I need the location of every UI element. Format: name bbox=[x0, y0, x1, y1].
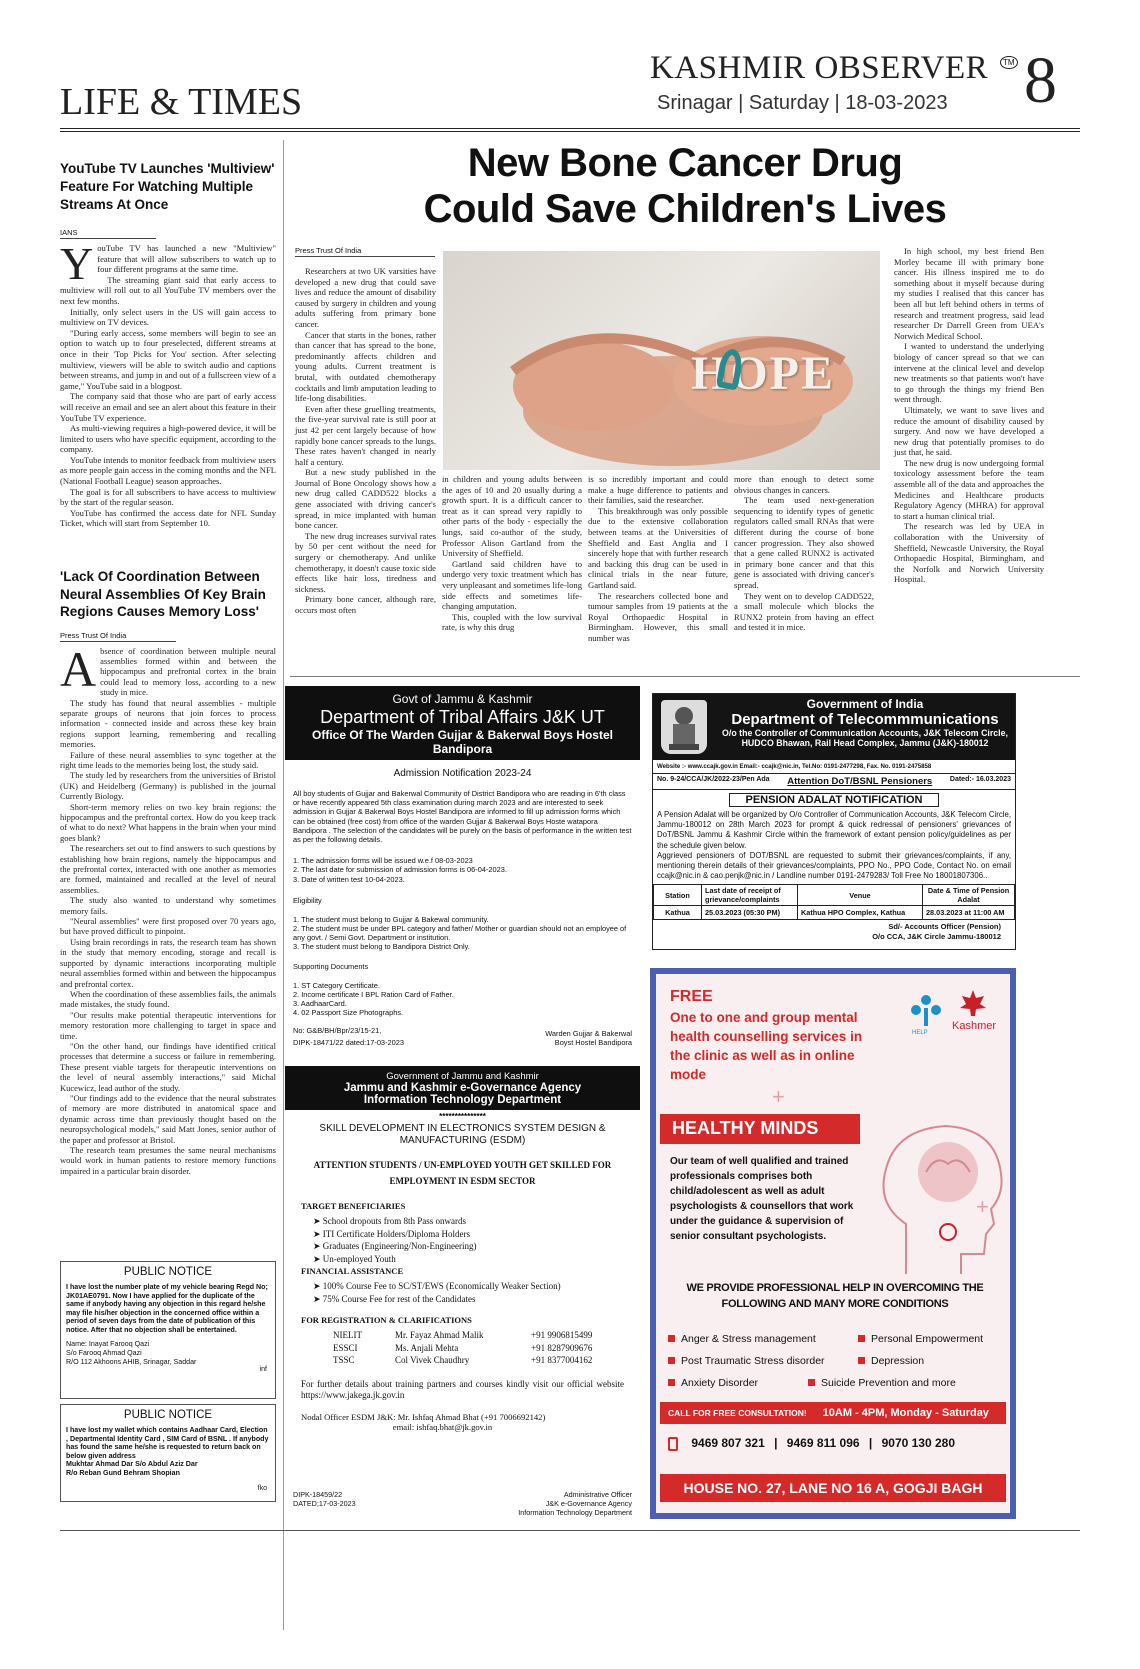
healthy-minds-ad bbox=[650, 968, 1016, 1519]
public-notice bbox=[60, 1404, 276, 1502]
dipk-line: DATED;17-03-2023 bbox=[293, 1499, 356, 1508]
help-logo-text: HELP bbox=[912, 1030, 928, 1036]
bullet-icon bbox=[668, 1379, 675, 1386]
dot-table bbox=[653, 884, 1015, 920]
ad-govt: Govt of Jammu & Kashmir bbox=[392, 692, 533, 706]
phone-icon bbox=[668, 1437, 678, 1451]
ad-doc-line: 3. AadhaarCard. bbox=[293, 999, 347, 1009]
article-headline: 'Lack Of Coordination Between Neural Assemblies Of Key Brain Regions Causes Memory Loss' bbox=[60, 569, 266, 619]
paragraph: The study has found that neural assemblies - multiple separate groups of neurons that join forces to process information - connected inside and across these key brain regions support learning, remembering and recalling memories. bbox=[60, 697, 276, 750]
item-text: Graduates (Engineering/Non-Engineering) bbox=[322, 1241, 477, 1251]
contact-org: NIELIT bbox=[333, 1330, 362, 1340]
table-cell: Kathua bbox=[654, 906, 702, 920]
table-cell: Kathua HPO Complex, Kathua bbox=[798, 906, 923, 920]
esdm-reg-title: FOR REGISTRATION & CLARIFICATIONS bbox=[301, 1315, 472, 1325]
paragraph: When the coordination of these assemblies fails, the animals made mistakes, the study found. bbox=[60, 988, 276, 1010]
masthead: KASHMIR OBSERVER bbox=[650, 50, 989, 86]
ad-docs-title: Supporting Documents bbox=[293, 961, 369, 971]
dateline: Srinagar | Saturday | 18-03-2023 bbox=[657, 92, 948, 114]
article-column bbox=[442, 474, 582, 633]
notice-name: Mukhtar Ahmad Dar S/o Abdul Aziz Dar bbox=[66, 1460, 198, 1469]
dot-ref-row bbox=[653, 774, 1015, 790]
paragraph: I wanted to understand the underlying biology of cancer spread so that we can intervene at the clinical level and develop new treatments so that patients won't have to go through the things my friend Ben went through. bbox=[894, 341, 1044, 405]
header-rule-2 bbox=[60, 131, 1080, 132]
arrow-icon: ➤ bbox=[313, 1216, 323, 1226]
paragraph: In high school, my best friend Ben Morley became ill with primary bone cancer. His illness inspired me to do something about it myself because during my studies I realised that this cancer has been all but left behind others in terms of research and treatment progress, said lead researcher Dr Darrell Green from UEA's Norwich Medical School. bbox=[894, 246, 1044, 341]
dot-title: PENSION ADALAT NOTIFICATION bbox=[729, 793, 939, 807]
dot-dated: Dated:- 16.03.2023 bbox=[949, 776, 1011, 783]
phone-divider: | bbox=[868, 1436, 873, 1450]
dot-ad bbox=[652, 693, 1016, 950]
dot-office: O/o the Controller of Communication Accounts, J&K Telecom Circle, bbox=[722, 728, 1008, 738]
paragraph: The new drug increases survival rates by 50 per cent without the need for surgery or chemotherapy. And unlike chemotherapy, it doesn't cause toxic side effects like hair loss, tiredness and sickness. bbox=[295, 530, 436, 594]
arrow-icon: ➤ bbox=[313, 1293, 323, 1304]
condition-text: Depression bbox=[871, 1355, 925, 1367]
sign-line: J&K e-Governance Agency bbox=[545, 1499, 632, 1508]
arrow-icon: ➤ bbox=[313, 1281, 323, 1291]
paragraph: The streaming giant said that early access to multiview will roll out to all YouTube TV members over the next few months. bbox=[60, 274, 276, 306]
notice-body: I have lost the number plate of my vehicle bearing Regd No; JK01AE0791. Now I have applied for the duplicate of the same if anybody having any objection in this regard he/she may file his/her objection in the concerned office within a period of seven days from the date of publication of this notice. After that no objection shall be entertained. bbox=[66, 1283, 268, 1334]
paragraph: Gartland said children have to undergo very toxic treatment which has very unpleasant and sometimes life-long side effects and sometimes life-changing amputation. bbox=[442, 558, 582, 612]
paragraph: YouTube has confirmed the access date for NFL Sunday Ticket, which will start from September 10. bbox=[60, 507, 276, 529]
contact-org: ESSCI bbox=[333, 1342, 358, 1353]
header-rule bbox=[60, 128, 1080, 129]
esdm-skill: SKILL DEVELOPMENT IN ELECTRONICS SYSTEM DESIGN & MANUFACTURING (ESDM) bbox=[319, 1123, 606, 1146]
paragraph: But a new study published in the Journal of Bone Oncology shows how a new drug called CADD522 blocks a gene associated with driving cancer's spread, in mice implanted with human bone cancer. bbox=[295, 467, 436, 531]
section-title: LIFE & TIMES bbox=[60, 81, 303, 123]
paragraph: "Our findings add to the evidence that the neural substrates of memory are more distributed in anatomical space and dynamic across time than previously thought based on the neuropsychological models," said Matt Jones, senior author of the paper and professor at Bristol. bbox=[60, 1092, 276, 1145]
item-text: ITI Certificate Holders/Diploma Holders bbox=[322, 1228, 471, 1239]
paragraph: Initially, only select users in the US will gain access to multiview on TV devices. bbox=[60, 306, 276, 328]
paragraph: is so incredibly important and could make a huge difference to patients and their families, said the researcher. bbox=[588, 474, 728, 506]
paragraph: Researchers at two UK varsities have developed a new drug that could save lives and reduce the amount of disability caused by surgery in children and young adults suffering from primary bone cancer. bbox=[295, 266, 436, 329]
ad-intro: All boy students of Gujjar and Bakerwal Community of District Bandipora who are reading in 6'th class or have recently appeared 5th class examination during march 2023 and are interested to seek admission in Gujjar & Bakerwal Boys Hostel Bandipora are informed to fill up admission forms which can be obtained (free cost) from office of the warden Gujjar & Bakerwal Boys Hoste watapora Bandipora . The selection of the candidates will be purely on the basis of performance in the written test as per the following details. bbox=[293, 789, 632, 845]
notice-tag: inf bbox=[259, 1366, 267, 1373]
notice-name: Name: Inayat Farooq Qazi bbox=[66, 1339, 150, 1348]
plus-icon: + bbox=[772, 1084, 785, 1109]
hope-text: HOPE bbox=[691, 347, 836, 400]
esdm-target-item bbox=[313, 1240, 640, 1253]
paragraph: "On the other hand, our findings have identified critical processes that determine a success or failure in remembering. These present viable targets for therapeutic interventions on the level of neural assembly interactions," said Michal Kucewicz, lead author of the study. bbox=[60, 1040, 276, 1093]
ad-elig-line: 2. The student must be under BPL category and father/ Mother or guardian should not an employee of any govt. / Semi Govt. Department or institution. bbox=[293, 924, 627, 943]
esdm-contacts bbox=[333, 1329, 592, 1367]
esdm-govt: Government of Jammu and Kashmir bbox=[386, 1071, 539, 1082]
notice-title: PUBLIC NOTICE bbox=[123, 1409, 213, 1421]
condition-item bbox=[668, 1328, 816, 1350]
paragraph: As multi-viewing requires a high-powered device, it will be limited to users who have specific equipment, according to the company. bbox=[60, 423, 276, 455]
ad-no: No: G&B/BH/Bpr/23/15-21, bbox=[293, 1026, 382, 1036]
condition-text: Personal Empowerment bbox=[871, 1333, 984, 1345]
paragraph: "Neural assemblies" were first proposed over 70 years ago, but have proved difficult to pinpoint. bbox=[60, 916, 276, 937]
article-column bbox=[734, 474, 874, 633]
contact-row bbox=[333, 1354, 592, 1367]
paragraph: The study also wanted to understand why sometimes memory fails. bbox=[60, 895, 276, 916]
dot-sign bbox=[653, 920, 1015, 941]
esdm-details: For further details about training partners and courses kindly visit our official website https://www.jakega.jk.gov.in bbox=[301, 1378, 624, 1400]
esdm-fin-item bbox=[313, 1293, 640, 1306]
bullet-icon bbox=[858, 1335, 865, 1342]
bullet-icon bbox=[668, 1335, 675, 1342]
esdm-dept: Jammu and Kashmir e-Governance Agency bbox=[343, 1082, 582, 1094]
phone-number: 9070 130 280 bbox=[881, 1436, 955, 1450]
paragraph: The research was led by UEA in collaboration with the University of Sheffield, Newcastle University, the Royal Orthopaedic Hospital, Birmingham, and the Norfolk and Norwich University Hospital. bbox=[894, 521, 1044, 585]
ad-sign bbox=[545, 1029, 632, 1047]
condition-item bbox=[858, 1328, 983, 1350]
table-cell: Last date of receipt of grievance/complaints bbox=[702, 885, 798, 906]
contact-phone: +91 9906815499 bbox=[531, 1330, 593, 1340]
ad-date-line: 2. The last date for submission of admission forms is 06-04-2023. bbox=[293, 865, 507, 875]
paragraph: Ultimately, we want to save lives and reduce the amount of disability caused by surgery. And now we have developed a new drug that potentially promises to do just that, he said. bbox=[894, 404, 1044, 458]
table-row bbox=[654, 906, 1015, 920]
paragraph: This breakthrough was only possible due to the extensive collaboration between teams at the Universities of Sheffield and East Anglia and I sincerely hope that with further research and backing this drug can be used in clinical trials in the near future, Gartland said. bbox=[588, 505, 728, 590]
article-byline: Press Trust Of India bbox=[295, 246, 435, 257]
page-number: 8 bbox=[1024, 44, 1057, 117]
ad-eligibility bbox=[285, 915, 640, 952]
article-body bbox=[60, 238, 276, 529]
table-cell: Station bbox=[654, 885, 702, 906]
notice-name: R/O 112 Akhoons AHIB, Srinagar, Saddar bbox=[66, 1357, 197, 1366]
esdm-target-item bbox=[313, 1253, 640, 1266]
footer-rule bbox=[60, 1530, 1080, 1531]
paragraph: YouTube intends to monitor feedback from multiview users as more people gain access in the coming months and the NFL (National Football League) season approaches. bbox=[60, 454, 276, 487]
paragraph: in children and young adults between the ages of 10 and 20 usually during a growth spurt. It is a difficult cancer to treat as it can spread very rapidly to other parts of the body - especially the lungs, said co-author of the study, Professor Alison Gartland from the University of Sheffield. bbox=[442, 474, 582, 559]
esdm-stars: *************** bbox=[439, 1112, 486, 1121]
dot-attention: Attention DoT/BSNL Pensioners bbox=[787, 776, 933, 787]
ad-dept: Department of Tribal Affairs J&K UT bbox=[320, 707, 605, 727]
headline-line-1: New Bone Cancer Drug bbox=[467, 141, 903, 185]
paragraph: Short-term memory relies on two key brain regions: the hippocampus and the prefrontal cortex. How do you keep track of what to do next? What happens in the brain when your mind goes blank? bbox=[60, 801, 276, 843]
paragraph: Primary bone cancer, although rare, occurs most often bbox=[295, 594, 436, 615]
article-column bbox=[588, 474, 728, 644]
esdm-fin-item bbox=[313, 1280, 640, 1293]
article-headline: YouTube TV Launches 'Multiview' Feature For Watching Multiple Streams At Once bbox=[60, 161, 275, 212]
help-logo-icon bbox=[906, 990, 946, 1030]
bullet-icon bbox=[668, 1357, 675, 1364]
notice-name: S/o Farooq Ahmad Qazi bbox=[66, 1348, 142, 1357]
ad-lead: One to one and group mental health counselling services in the clinic as well as in online mode bbox=[670, 1010, 863, 1082]
paragraph: "Our results make potential therapeutic interventions for memory restoration more challenging to target in space and time. bbox=[60, 1009, 276, 1041]
ad-doc-line: 4. 02 Passport Size Photographs. bbox=[293, 1008, 404, 1018]
youtube-article bbox=[60, 160, 276, 529]
contact-org: TSSC bbox=[333, 1355, 355, 1365]
paragraph: They went on to develop CADD522, a small molecule which blocks the RUNX2 protein from having an effect and tested it in mice. bbox=[734, 590, 874, 633]
dot-ref: No. 9-24/CCA/JK/2022-23/Pen Ada bbox=[657, 776, 770, 783]
condition-item bbox=[858, 1350, 924, 1372]
esdm-header bbox=[285, 1066, 640, 1110]
plus-icon: + bbox=[976, 1194, 989, 1219]
paragraph: The researchers collected bone and tumour samples from 19 patients at the Royal Orthopaedic Hospital in Birmingham. However, this small number was bbox=[588, 590, 728, 643]
ad-provide: WE PROVIDE PROFESSIONAL HELP IN OVERCOMING THE FOLLOWING AND MANY MORE CONDITIONS bbox=[686, 1282, 984, 1310]
dot-dept: Department of Telecommmunications bbox=[731, 711, 999, 728]
hope-image bbox=[443, 251, 880, 470]
paragraph: bsence of coordination between multiple neural assemblies formed within and between the hippocampus and prefrontal cortex in the brain could lead to memory loss, according to a new study in mice. bbox=[100, 645, 276, 698]
phone-number: 9469 807 321 bbox=[691, 1436, 765, 1450]
esdm-sign bbox=[518, 1490, 632, 1517]
paragraph: This, coupled with the low survival rate, is why this drug bbox=[442, 611, 582, 633]
ad-date-line: 3. Date of written test 10-04-2023. bbox=[293, 874, 405, 884]
ad-elig-line: 3. The student must belong to Bandipora District Only. bbox=[293, 942, 470, 952]
ad-elig-line: 1. The student must belong to Gujjar & Bakewal community. bbox=[293, 914, 489, 924]
notice-title: PUBLIC NOTICE bbox=[123, 1266, 213, 1278]
ad-date-line: 1. The admission forms will be issued w.e.f 08-03-2023 bbox=[293, 856, 473, 866]
section-divider bbox=[290, 676, 1080, 677]
article-byline: Press Trust Of India bbox=[60, 631, 176, 642]
ad-banner: HEALTHY MINDS bbox=[660, 1114, 860, 1144]
ad-docs bbox=[285, 981, 640, 1018]
esdm-ad bbox=[285, 1066, 640, 1519]
article-body bbox=[60, 640, 276, 1177]
ad-team: Our team of well qualified and trained professionals comprises both child/adolescent as well as adult psychologists & counsellors that work under the guidance & supervision of senior consultant psychologists. bbox=[670, 1156, 854, 1242]
condition-item bbox=[668, 1350, 825, 1372]
paragraph: The team used next-generation sequencing to identify types of genetic regulators called small RNAs that were different during the course of bone cancer progression. They also showed that a gene called RUNX2 is activated in primary bone cancer and that this gene is associated with driving cancer's spread. bbox=[734, 495, 874, 590]
paragraph: The research team presumes the same neural mechanisms would work in human patients to restore memory functions impaired in a particular brain disorder. bbox=[60, 1145, 276, 1176]
notice-tag: fko bbox=[257, 1485, 267, 1492]
condition-text: Anger & Stress management bbox=[681, 1333, 816, 1345]
ad-doc-line: 2. Income certificate I BPL Ration Card of Father. bbox=[293, 989, 454, 999]
phone-row bbox=[668, 1436, 1008, 1451]
contact-name: Col Vivek Chaudhry bbox=[395, 1355, 470, 1365]
esdm-financial bbox=[285, 1280, 640, 1305]
ad-sign-line: Boyst Hostel Bandipora bbox=[554, 1038, 632, 1048]
dot-body-2: Aggrieved pensioners of DOT/BSNL are requested to submit their grievances/complaints, if any, mentioning therein details of their grievances/complaints, PPO No., PPO Code, Contact No. on email ccajk@nic.in & cao.penjk@nic.in / Landline number 0191-2479283/ Toll Free No 18001807306.. bbox=[657, 850, 1011, 881]
ad-dipk: DIPK-18471/22 dated:17-03-2023 bbox=[293, 1038, 404, 1047]
esdm-target-item bbox=[313, 1228, 640, 1241]
paragraph: The goal is for all subscribers to have access to multiview by the start of the regular season. bbox=[60, 486, 276, 508]
notice-body: I have lost my wallet which contains Aadhaar Card, Election , Departmental Identity Card , SIM Card of BSNL . If anybody has found the same he/she is requested to return back on below given address bbox=[66, 1426, 269, 1460]
esdm-attention: ATTENTION STUDENTS / UN-EMPLOYED YOUTH GET SKILLED FOR EMPLOYMENT IN ESDM SECTOR bbox=[313, 1160, 612, 1186]
arrow-icon: ➤ bbox=[313, 1228, 323, 1239]
paragraph: "During early access, some members will begin to see an option to watch up to four preselected, different streams at once in their 'Top Picks for You' section. After selecting multiview, viewers will be able to switch audio and captions between streams, and jump in and out of a fullscreen view of a game," YouTube said in a blogpost. bbox=[60, 327, 276, 391]
drop-cap: Y bbox=[60, 238, 94, 289]
contact-name: Ms. Anjali Mehta bbox=[395, 1342, 459, 1353]
esdm-target-title: TARGET BENEFICIARIES bbox=[301, 1201, 406, 1211]
ad-office: Office Of The Warden Gujjar & Bakerwal Boys Hostel Bandipora bbox=[312, 728, 613, 756]
paragraph: Even after these gruelling treatments, the five-year survival rate is still poor at just 42 per cent largely because of how rapidly bone cancer spreads to the lungs. These rates haven't changed in nearly half a century. bbox=[295, 403, 436, 467]
esdm-financial-title: FINANCIAL ASSISTANCE bbox=[301, 1266, 404, 1276]
table-cell: 25.03.2023 (05:30 PM) bbox=[702, 906, 798, 920]
table-cell: Venue bbox=[798, 885, 923, 906]
bullet-icon bbox=[858, 1357, 865, 1364]
ad-doc-line: 1. ST Category Certificate. bbox=[293, 980, 380, 990]
public-notice bbox=[60, 1261, 276, 1399]
ad-sign-line: Warden Gujjar & Bakerwal bbox=[545, 1029, 632, 1038]
sign-line: Information Technology Department bbox=[518, 1508, 632, 1517]
ad-free: FREE bbox=[670, 988, 713, 1005]
memory-article bbox=[60, 568, 276, 1176]
phone-divider: | bbox=[774, 1436, 778, 1450]
paragraph: ouTube TV has launched a new "Multiview" feature that will allow subscribers to watch up to four different programs at the same time. bbox=[97, 243, 276, 275]
ad-eligibility-title: Eligibility bbox=[293, 895, 322, 905]
item-text: Un-employed Youth bbox=[322, 1253, 396, 1264]
paragraph: The new drug is now undergoing formal toxicology assessment before the team assemble all of the data and approaches the Medicines and Healthcare products Regulatory Agency (MHRA) for approval to start a human clinical trial. bbox=[894, 457, 1044, 521]
trademark: TM bbox=[1000, 56, 1018, 69]
article-byline: IANS bbox=[60, 228, 156, 239]
table-cell: Date & Time of Pension Adalat bbox=[923, 885, 1015, 906]
esdm-it: Information Technology Department bbox=[363, 1094, 562, 1106]
paragraph: The company said that those who are part of early access will receive an email and see an alert about this feature in their YouTube TV experience. bbox=[60, 391, 276, 423]
paragraph: Cancer that starts in the bones, rather than cancer that has spread to the bone, predominantly affects children and young adults. Current treatment is brutal, with outdated chemotherapy cocktails and limb amputation leading to life-long disabilities. bbox=[295, 329, 436, 404]
condition-item bbox=[808, 1372, 956, 1394]
esdm-nodal: Nodal Officer ESDM J&K: Mr. Ishfaq Ahmad Bhat (+91 7006692142) bbox=[301, 1411, 546, 1422]
dot-web: Website :- www.ccajk.gov.in Email:- ccajk@nic.in, Tel.No: 0191-2477298, Fax. No. 0191-2475858 bbox=[653, 760, 1015, 774]
ad-header bbox=[285, 686, 640, 760]
article-column bbox=[295, 266, 436, 616]
esdm-targets bbox=[285, 1215, 640, 1265]
tribal-affairs-ad bbox=[285, 686, 640, 1054]
headline-line-2: Could Save Children's Lives bbox=[423, 187, 947, 231]
notice-name: R/o Reban Gund Behram Shopian bbox=[66, 1468, 180, 1477]
item-text: School dropouts from 8th Pass onwards bbox=[322, 1216, 467, 1226]
esdm-dipk bbox=[293, 1490, 356, 1508]
paragraph: The study led by researchers from the universities of Bristol (UK) and Heidelberg (Germany) is published in the journal Currently Biology. bbox=[60, 770, 276, 802]
condition-item bbox=[668, 1372, 758, 1394]
paragraph: Using brain recordings in rats, the research team has shown in the study that memory encoding, storage and recall is supported by dynamic interactions incorporating multiple neural assemblies formed within and between the hippocampus and prefrontal cortex. bbox=[60, 936, 276, 989]
item-text: 75% Course Fee for rest of the Candidates bbox=[322, 1293, 476, 1304]
contact-phone: +91 8377004162 bbox=[531, 1355, 593, 1365]
drop-cap: A bbox=[60, 640, 97, 697]
dot-address: HUDCO Bhawan, Rail Head Complex, Jammu (J&K)-180012 bbox=[741, 738, 989, 748]
kashmer-logo-text: Kashmer bbox=[952, 1020, 997, 1032]
arrow-icon: ➤ bbox=[313, 1253, 323, 1264]
dot-sign-line: Sd/- Accounts Officer (Pension) bbox=[888, 922, 1001, 932]
paragraph: The researchers set out to find answers to such questions by establishing how brain regions, namely the hippocampus and the prefrontal cortex, interacted with one another as memories are formed, maintained and recalled at the level of neural assemblies. bbox=[60, 843, 276, 895]
paragraph: Failure of these neural assemblies to sync together at the right time leads to the memories being lost, the study said. bbox=[60, 749, 276, 770]
article-column bbox=[894, 246, 1044, 585]
head-profile-icon bbox=[866, 1114, 1016, 1284]
paragraph: more than enough to detect some obvious changes in cancers. bbox=[734, 474, 874, 495]
arrow-icon: ➤ bbox=[313, 1241, 323, 1251]
item-text: 100% Course Fee to SC/ST/EWS (Economically Weaker Section) bbox=[322, 1281, 561, 1291]
bullet-icon bbox=[808, 1379, 815, 1386]
dot-sign-line: O/o CCA, J&K Circle Jammu-180012 bbox=[872, 931, 1001, 941]
contact-row bbox=[333, 1329, 592, 1342]
main-headline bbox=[290, 140, 1080, 232]
contact-name: Mr. Fayaz Ahmad Malik bbox=[395, 1330, 484, 1340]
address-bar: HOUSE NO. 27, LANE NO 16 A, GOGJI BAGH bbox=[660, 1474, 1006, 1502]
dot-body: A Pension Adalat will be organized by O/o Controller of Communication Accounts, J&K Telecom Circle, Jammu-180012 on 28th March 2023 for prompt & quick redressal of pensioners' grievances of DoT/BSNL Jammu & Kashmir Circle within the framework of extant pension policy/guidelines as per the schedule given below. bbox=[657, 810, 1011, 850]
call-hours: 10AM - 4PM, Monday - Saturday bbox=[822, 1407, 989, 1419]
table-cell: 28.03.2023 at 11:00 AM bbox=[923, 906, 1015, 920]
call-label: CALL FOR FREE CONSULTATION! bbox=[668, 1408, 807, 1418]
maple-leaf-icon bbox=[958, 988, 988, 1018]
esdm-email: email: ishfaq.bhat@jk.gov.in bbox=[392, 1421, 493, 1432]
condition-text: Suicide Prevention and more bbox=[821, 1377, 956, 1389]
contact-row bbox=[333, 1342, 592, 1355]
table-header bbox=[654, 885, 1015, 906]
sign-line: Administrative Officer bbox=[563, 1490, 632, 1499]
dot-govt: Government of India bbox=[806, 697, 924, 711]
ad-notification: Admission Notification 2023-24 bbox=[393, 768, 532, 779]
dipk-line: DIPK-18459/22 bbox=[293, 1490, 343, 1499]
column-divider bbox=[283, 140, 284, 1630]
dot-header bbox=[653, 694, 1015, 760]
phone-number: 9469 811 096 bbox=[786, 1436, 860, 1450]
esdm-target-item bbox=[313, 1215, 640, 1228]
condition-text: Anxiety Disorder bbox=[681, 1377, 759, 1389]
condition-text: Post Traumatic Stress disorder bbox=[681, 1355, 825, 1367]
ad-dates bbox=[285, 844, 640, 884]
contact-phone: +91 8287909676 bbox=[531, 1342, 593, 1353]
emblem-icon bbox=[661, 700, 707, 754]
call-bar bbox=[660, 1402, 1006, 1424]
